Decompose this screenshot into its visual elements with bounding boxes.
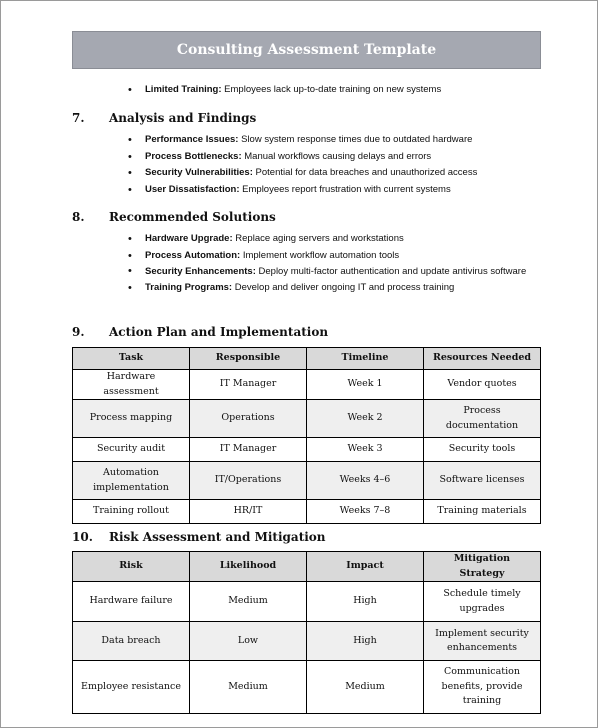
column-header: Responsible	[190, 348, 307, 370]
section-title: Recommended Solutions	[109, 210, 276, 224]
list-item	[128, 231, 541, 248]
table-row	[73, 582, 541, 622]
table-row	[73, 622, 541, 661]
risk-table	[72, 551, 541, 714]
findings-list	[128, 132, 477, 198]
table-cell: Employee resistance	[73, 661, 190, 714]
section-heading-risk	[72, 530, 326, 544]
table-row	[73, 370, 541, 400]
column-header: Resources Needed	[424, 348, 541, 370]
section-number: 10.	[72, 530, 93, 544]
table-cell: Hardware failure	[73, 582, 190, 622]
table-cell: Weeks 4–6	[307, 462, 424, 500]
table-cell: Software licenses	[424, 462, 541, 500]
list-item	[128, 264, 541, 280]
table-cell: Medium	[190, 582, 307, 622]
table-row	[73, 438, 541, 462]
table-cell: Data breach	[73, 622, 190, 661]
section-heading-action-plan	[72, 325, 328, 339]
table-row	[73, 500, 541, 524]
section-title: Analysis and Findings	[109, 111, 257, 125]
table-header-row	[73, 348, 541, 370]
table-cell: Weeks 7–8	[307, 500, 424, 524]
table-cell: Week 1	[307, 370, 424, 400]
item-text: Implement workflow automation tools	[240, 249, 400, 261]
item-text: Employees report frustration with current systems	[239, 183, 451, 195]
section-number: 9.	[72, 325, 85, 339]
table-cell: Security tools	[424, 438, 541, 462]
list-item	[128, 149, 477, 166]
item-label: Security Vulnerabilities:	[145, 167, 253, 178]
table-cell: Vendor quotes	[424, 370, 541, 400]
table-cell: Week 2	[307, 400, 424, 438]
item-text: Slow system response times due to outdated hardware	[238, 134, 473, 145]
table-row	[73, 400, 541, 438]
section-number: 7.	[72, 111, 85, 125]
action-plan-table	[72, 347, 541, 524]
item-text: Potential for data breaches and unauthorized access	[252, 167, 478, 178]
table-cell: Process documentation	[424, 400, 541, 438]
list-item	[128, 82, 441, 99]
table-cell: Security audit	[73, 438, 190, 462]
section-heading-solutions	[72, 210, 276, 224]
table-cell: Implement security enhancements	[424, 622, 541, 661]
table-cell: Schedule timely upgrades	[424, 582, 541, 622]
table-cell: Medium	[307, 661, 424, 714]
title-banner	[72, 31, 541, 69]
item-label: Process Automation:	[145, 249, 241, 261]
section-heading-analysis	[72, 111, 256, 125]
table-cell: IT Manager	[190, 370, 307, 400]
document-title: Consulting Assessment Template	[176, 42, 437, 58]
column-header: Task	[73, 348, 190, 370]
table-cell: High	[307, 582, 424, 622]
column-header: Impact	[307, 552, 424, 582]
column-header: Risk	[73, 552, 190, 582]
table-cell: IT/Operations	[190, 462, 307, 500]
list-item	[128, 182, 477, 199]
section-title: Risk Assessment and Mitigation	[109, 530, 326, 544]
item-label: Limited Training:	[145, 84, 222, 95]
list-item	[128, 248, 541, 265]
column-header: Timeline	[307, 348, 424, 370]
item-text: Develop and deliver ongoing IT and process training	[232, 281, 455, 293]
item-label: Hardware Upgrade:	[145, 233, 233, 244]
item-label: Training Programs:	[145, 281, 233, 293]
table-cell: Automation implementation	[73, 462, 190, 500]
solutions-list	[128, 231, 541, 296]
item-label: User Dissatisfaction:	[145, 183, 240, 195]
table-cell: Training rollout	[73, 500, 190, 524]
table-cell: Process mapping	[73, 400, 190, 438]
section-title: Action Plan and Implementation	[109, 325, 329, 339]
list-item	[128, 165, 477, 182]
table-cell: Training materials	[424, 500, 541, 524]
table-header-row	[73, 552, 541, 582]
table-row	[73, 462, 541, 500]
table-cell: Week 3	[307, 438, 424, 462]
item-label: Security Enhancements:	[145, 266, 256, 277]
item-label: Process Bottlenecks:	[145, 150, 242, 162]
table-cell: High	[307, 622, 424, 661]
list-item	[128, 280, 541, 297]
list-item	[128, 132, 477, 149]
table-row	[73, 661, 541, 714]
table-cell: IT Manager	[190, 438, 307, 462]
table-cell: Hardware assessment	[73, 370, 190, 400]
item-text: Manual workflows causing delays and errors	[241, 150, 432, 162]
table-cell: Low	[190, 622, 307, 661]
table-cell: Medium	[190, 661, 307, 714]
item-label: Performance Issues:	[145, 134, 239, 145]
column-header: Mitigation Strategy	[424, 552, 541, 582]
item-text: Replace aging servers and workstations	[232, 233, 404, 244]
column-header: Likelihood	[190, 552, 307, 582]
item-text: Employees lack up-to-date training on new systems	[221, 84, 442, 95]
section-number: 8.	[72, 210, 85, 224]
table-cell: Communication benefits, provide training	[424, 661, 541, 714]
table-cell: HR/IT	[190, 500, 307, 524]
table-cell: Operations	[190, 400, 307, 438]
carryover-bullet-list	[128, 82, 441, 99]
item-text: Deploy multi-factor authentication and update antivirus software	[255, 266, 527, 277]
